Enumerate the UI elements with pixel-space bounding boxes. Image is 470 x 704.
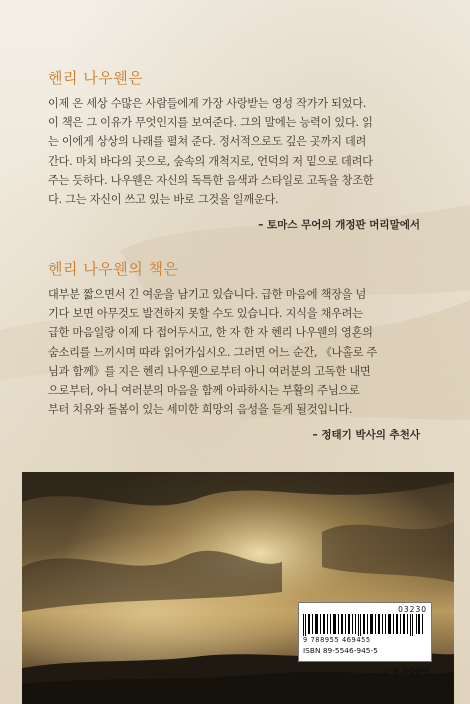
paragraph-line: 부터 치유와 돌봄이 있는 세미한 희망의 음성을 듣게 될것입니다. xyxy=(48,403,353,417)
price-label: 값 xyxy=(382,667,391,676)
paragraph-line: 숨소리를 느끼시며 따라 읽어가십시오. 그러면 어느 순간, 《나홀로 주 xyxy=(48,345,378,359)
section-heading: 헨리 나우웬은 xyxy=(48,69,144,87)
barcode-addon-number: 03230 xyxy=(398,605,427,614)
review-section-moore xyxy=(48,67,420,232)
section-heading: 헨리 나우웬의 책은 xyxy=(48,260,179,278)
paragraph-line: 주는 듯하다. 나우웬은 자신의 독특한 음색과 스타일로 고독을 창조한 xyxy=(48,173,374,187)
paragraph-line: 간다. 마치 바다의 곳으로, 숲속의 개척지로, 언덕의 저 밑으로 데려다 xyxy=(48,154,373,168)
paragraph-line: 기다 보면 아무것도 발견하지 못할 수도 있습니다. 지식을 채우려는 xyxy=(48,307,363,321)
review-section-jung xyxy=(48,258,420,442)
review-credit: – 토마스 무어의 개정판 머리말에서 xyxy=(258,219,420,232)
paragraph-line: 이제 온 세상 수많은 사람들에게 가장 사랑받는 영성 작가가 되었다. xyxy=(48,97,367,110)
review-paragraph xyxy=(48,94,420,209)
barcode-bars xyxy=(303,614,425,636)
paragraph-line: 는 이에게 상상의 나래를 펼쳐 준다. 정서적으로도 깊은 곳까지 데려 xyxy=(48,135,367,149)
review-credit: – 정태기 박사의 추천사 xyxy=(312,429,420,442)
paragraph-line: 급한 마음일랑 이제 다 접어두시고, 한 자 한 자 헨리 나우웬의 영혼의 xyxy=(48,326,373,340)
price-value: 6,000원 xyxy=(392,667,430,677)
paragraph-line: 님과 함께》를 지은 헨리 나우웬으로부터 아니 여러분의 고독한 내면 xyxy=(48,364,371,378)
paragraph-line: 이 책은 그 이유가 무엇인지를 보여준다. 그의 말에는 능력이 있다. 읽 xyxy=(48,116,373,130)
price-tag xyxy=(370,664,430,677)
review-paragraph xyxy=(48,285,420,419)
paragraph-line: 대부분 짧으면서 긴 여운을 남기고 있습니다. 급한 마음에 책장을 넘 xyxy=(48,288,367,301)
barcode-number: 9 788955 469455 xyxy=(303,636,371,644)
paragraph-line: 으로부터, 아니 여러분의 마음을 함께 아파하시는 부활의 주님으로 xyxy=(48,384,360,398)
barcode-label xyxy=(298,602,432,662)
paragraph-line: 다. 그는 자신이 쓰고 있는 바로 그것을 일깨운다. xyxy=(48,193,279,207)
isbn-number: ISBN 89-5546-945-5 xyxy=(303,646,378,655)
